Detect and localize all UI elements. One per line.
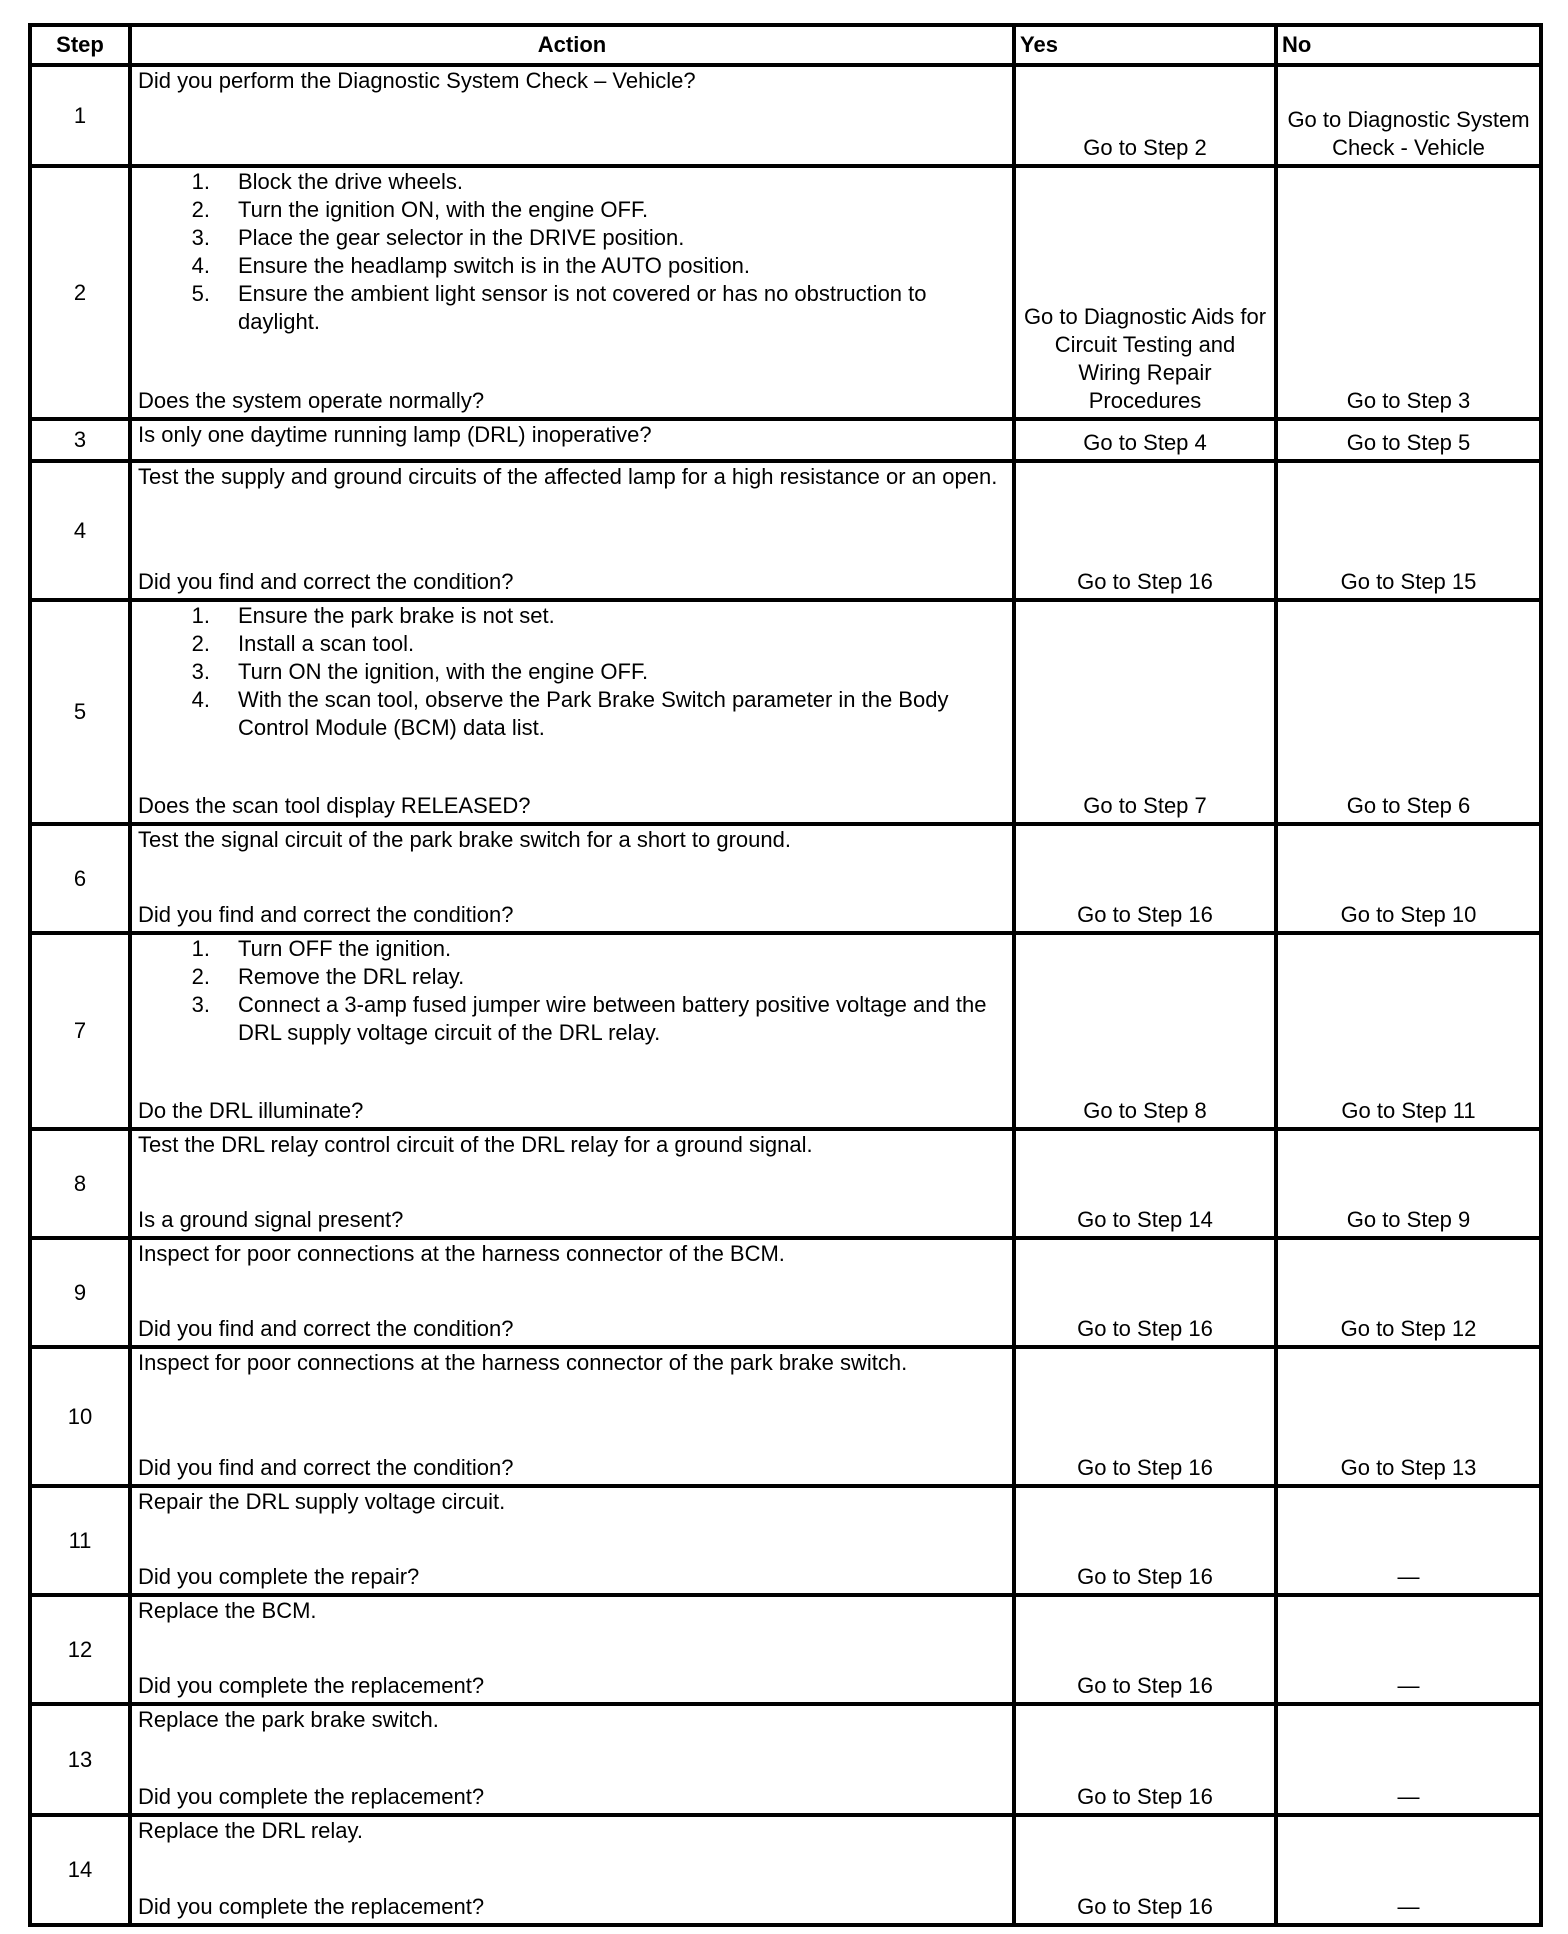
action-cell (130, 1238, 1014, 1347)
step-number: 2 (30, 166, 130, 419)
action-list-item: 2. Install a scan tool. (191, 631, 415, 656)
action-list-item: 1. Ensure the park brake is not set. (191, 603, 555, 628)
table-row (30, 600, 1541, 824)
header-no: No (1276, 25, 1541, 65)
action-item-text: Turn the ignition ON, with the engine OFF. (238, 197, 649, 222)
action-list-item: 1. Block the drive wheels. (191, 169, 463, 194)
action-item-text: Turn OFF the ignition. (238, 936, 452, 961)
yes-outcome: Go to Step 16 (1014, 1595, 1276, 1704)
action-question: Did you complete the repair? (138, 1564, 420, 1589)
action-list-item: 5. Ensure the ambient light sensor is not covered or has no obstruction to daylight. (138, 280, 1006, 336)
no-outcome: Go to Step 15 (1276, 461, 1541, 600)
yes-outcome: Go to Step 16 (1014, 1704, 1276, 1815)
step-number: 4 (30, 461, 130, 600)
action-cell (130, 1347, 1014, 1486)
action-cell (130, 1704, 1014, 1815)
table-row (30, 824, 1541, 933)
action-question: Did you find and correct the condition? (138, 1316, 514, 1341)
yes-outcome: Go to Step 16 (1014, 1347, 1276, 1486)
action-item-text: Connect a 3-amp fused jumper wire between battery positive voltage and the DRL supply voltage circuit of the DRL relay. (238, 992, 987, 1045)
action-list-item: 1. Turn OFF the ignition. (191, 936, 452, 961)
no-outcome: — (1276, 1595, 1541, 1704)
table-row (30, 461, 1541, 600)
no-outcome: Go to Diagnostic System Check - Vehicle (1276, 65, 1541, 166)
header-step: Step (30, 25, 130, 65)
action-cell (130, 419, 1014, 461)
step-number: 3 (30, 419, 130, 461)
no-outcome: Go to Step 9 (1276, 1129, 1541, 1238)
action-instruction: Did you perform the Diagnostic System Check – Vehicle? (138, 68, 696, 93)
action-item-text: Turn ON the ignition, with the engine OFF. (238, 659, 649, 684)
step-number: 13 (30, 1704, 130, 1815)
action-question: Did you complete the replacement? (138, 1784, 485, 1809)
action-instruction: Replace the DRL relay. (138, 1818, 363, 1843)
step-number: 5 (30, 600, 130, 824)
table-row (30, 419, 1541, 461)
action-instruction: Replace the BCM. (138, 1598, 317, 1623)
action-instruction: Test the DRL relay control circuit of the DRL relay for a ground signal. (138, 1132, 813, 1157)
header-yes: Yes (1014, 25, 1276, 65)
header-row (30, 25, 1541, 65)
action-item-text: With the scan tool, observe the Park Brake Switch parameter in the Body Control Module (BCM) data list. (238, 687, 949, 740)
step-number: 6 (30, 824, 130, 933)
yes-outcome: Go to Step 7 (1014, 600, 1276, 824)
yes-outcome: Go to Step 16 (1014, 1486, 1276, 1595)
action-cell (130, 600, 1014, 824)
yes-outcome: Go to Step 16 (1014, 461, 1276, 600)
action-item-text: Block the drive wheels. (238, 169, 463, 194)
no-outcome: Go to Step 5 (1276, 419, 1541, 461)
table-row (30, 1129, 1541, 1238)
action-cell (130, 65, 1014, 166)
action-instruction: Is only one daytime running lamp (DRL) inoperative? (138, 422, 652, 447)
action-steps-list (138, 935, 1006, 1047)
yes-outcome: Go to Diagnostic Aids for Circuit Testing and Wiring Repair Procedures (1014, 166, 1276, 419)
action-question: Did you complete the replacement? (138, 1894, 485, 1919)
action-cell (130, 1486, 1014, 1595)
action-cell (130, 1595, 1014, 1704)
action-instruction: Test the signal circuit of the park brake switch for a short to ground. (138, 827, 791, 852)
action-steps-list (138, 168, 1006, 336)
action-cell (130, 166, 1014, 419)
no-outcome: — (1276, 1704, 1541, 1815)
action-list-item: 3. Connect a 3-amp fused jumper wire between battery positive voltage and the DRL supply voltage circuit of the DRL relay. (138, 991, 1006, 1047)
table-row (30, 166, 1541, 419)
yes-outcome: Go to Step 16 (1014, 1238, 1276, 1347)
no-outcome: Go to Step 11 (1276, 933, 1541, 1129)
no-outcome: Go to Step 12 (1276, 1238, 1541, 1347)
action-list-item: 4. With the scan tool, observe the Park Brake Switch parameter in the Body Control Module (BCM) data list. (138, 686, 1006, 742)
table-row (30, 1595, 1541, 1704)
step-number: 9 (30, 1238, 130, 1347)
table-row (30, 1486, 1541, 1595)
action-instruction: Inspect for poor connections at the harness connector of the BCM. (138, 1241, 785, 1266)
action-steps-list (138, 602, 1006, 742)
yes-outcome: Go to Step 2 (1014, 65, 1276, 166)
action-item-text: Ensure the park brake is not set. (238, 603, 555, 628)
action-question: Did you complete the replacement? (138, 1673, 485, 1698)
yes-outcome: Go to Step 8 (1014, 933, 1276, 1129)
action-cell (130, 461, 1014, 600)
action-list-item: 3. Place the gear selector in the DRIVE position. (191, 225, 685, 250)
step-number: 12 (30, 1595, 130, 1704)
step-number: 8 (30, 1129, 130, 1238)
action-item-text: Place the gear selector in the DRIVE position. (238, 225, 685, 250)
no-outcome: Go to Step 10 (1276, 824, 1541, 933)
action-question: Did you find and correct the condition? (138, 569, 514, 594)
action-question: Did you find and correct the condition? (138, 1455, 514, 1480)
action-question: Did you find and correct the condition? (138, 902, 514, 927)
yes-outcome: Go to Step 4 (1014, 419, 1276, 461)
step-number: 11 (30, 1486, 130, 1595)
no-outcome: Go to Step 3 (1276, 166, 1541, 419)
action-question: Does the system operate normally? (138, 388, 485, 413)
action-instruction: Inspect for poor connections at the harness connector of the park brake switch. (138, 1350, 908, 1375)
step-number: 14 (30, 1815, 130, 1925)
action-item-text: Install a scan tool. (238, 631, 415, 656)
action-cell (130, 1815, 1014, 1925)
action-list-item: 2. Turn the ignition ON, with the engine OFF. (191, 197, 649, 222)
header-action: Action (130, 25, 1014, 65)
action-cell (130, 824, 1014, 933)
table-row (30, 1815, 1541, 1925)
yes-outcome: Go to Step 16 (1014, 1815, 1276, 1925)
action-question: Do the DRL illuminate? (138, 1098, 364, 1123)
diagnostic-table (28, 23, 1543, 1927)
action-list-item: 4. Ensure the headlamp switch is in the AUTO position. (191, 253, 750, 278)
table-row (30, 1704, 1541, 1815)
action-question: Is a ground signal present? (138, 1207, 404, 1232)
action-item-text: Ensure the ambient light sensor is not covered or has no obstruction to daylight. (238, 281, 927, 334)
no-outcome: — (1276, 1486, 1541, 1595)
action-item-text: Ensure the headlamp switch is in the AUTO position. (238, 253, 750, 278)
step-number: 10 (30, 1347, 130, 1486)
action-list-item: 2. Remove the DRL relay. (191, 964, 465, 989)
step-number: 7 (30, 933, 130, 1129)
no-outcome: Go to Step 6 (1276, 600, 1541, 824)
table-row (30, 933, 1541, 1129)
step-number: 1 (30, 65, 130, 166)
action-cell (130, 1129, 1014, 1238)
table-row (30, 1347, 1541, 1486)
no-outcome: — (1276, 1815, 1541, 1925)
action-list-item: 3. Turn ON the ignition, with the engine OFF. (191, 659, 649, 684)
table-row (30, 65, 1541, 166)
yes-outcome: Go to Step 16 (1014, 824, 1276, 933)
table-row (30, 1238, 1541, 1347)
action-instruction: Replace the park brake switch. (138, 1707, 439, 1732)
action-item-text: Remove the DRL relay. (238, 964, 465, 989)
action-instruction: Repair the DRL supply voltage circuit. (138, 1489, 506, 1514)
action-question: Does the scan tool display RELEASED? (138, 793, 531, 818)
yes-outcome: Go to Step 14 (1014, 1129, 1276, 1238)
action-cell (130, 933, 1014, 1129)
no-outcome: Go to Step 13 (1276, 1347, 1541, 1486)
action-instruction: Test the supply and ground circuits of the affected lamp for a high resistance or an open. (138, 464, 998, 489)
